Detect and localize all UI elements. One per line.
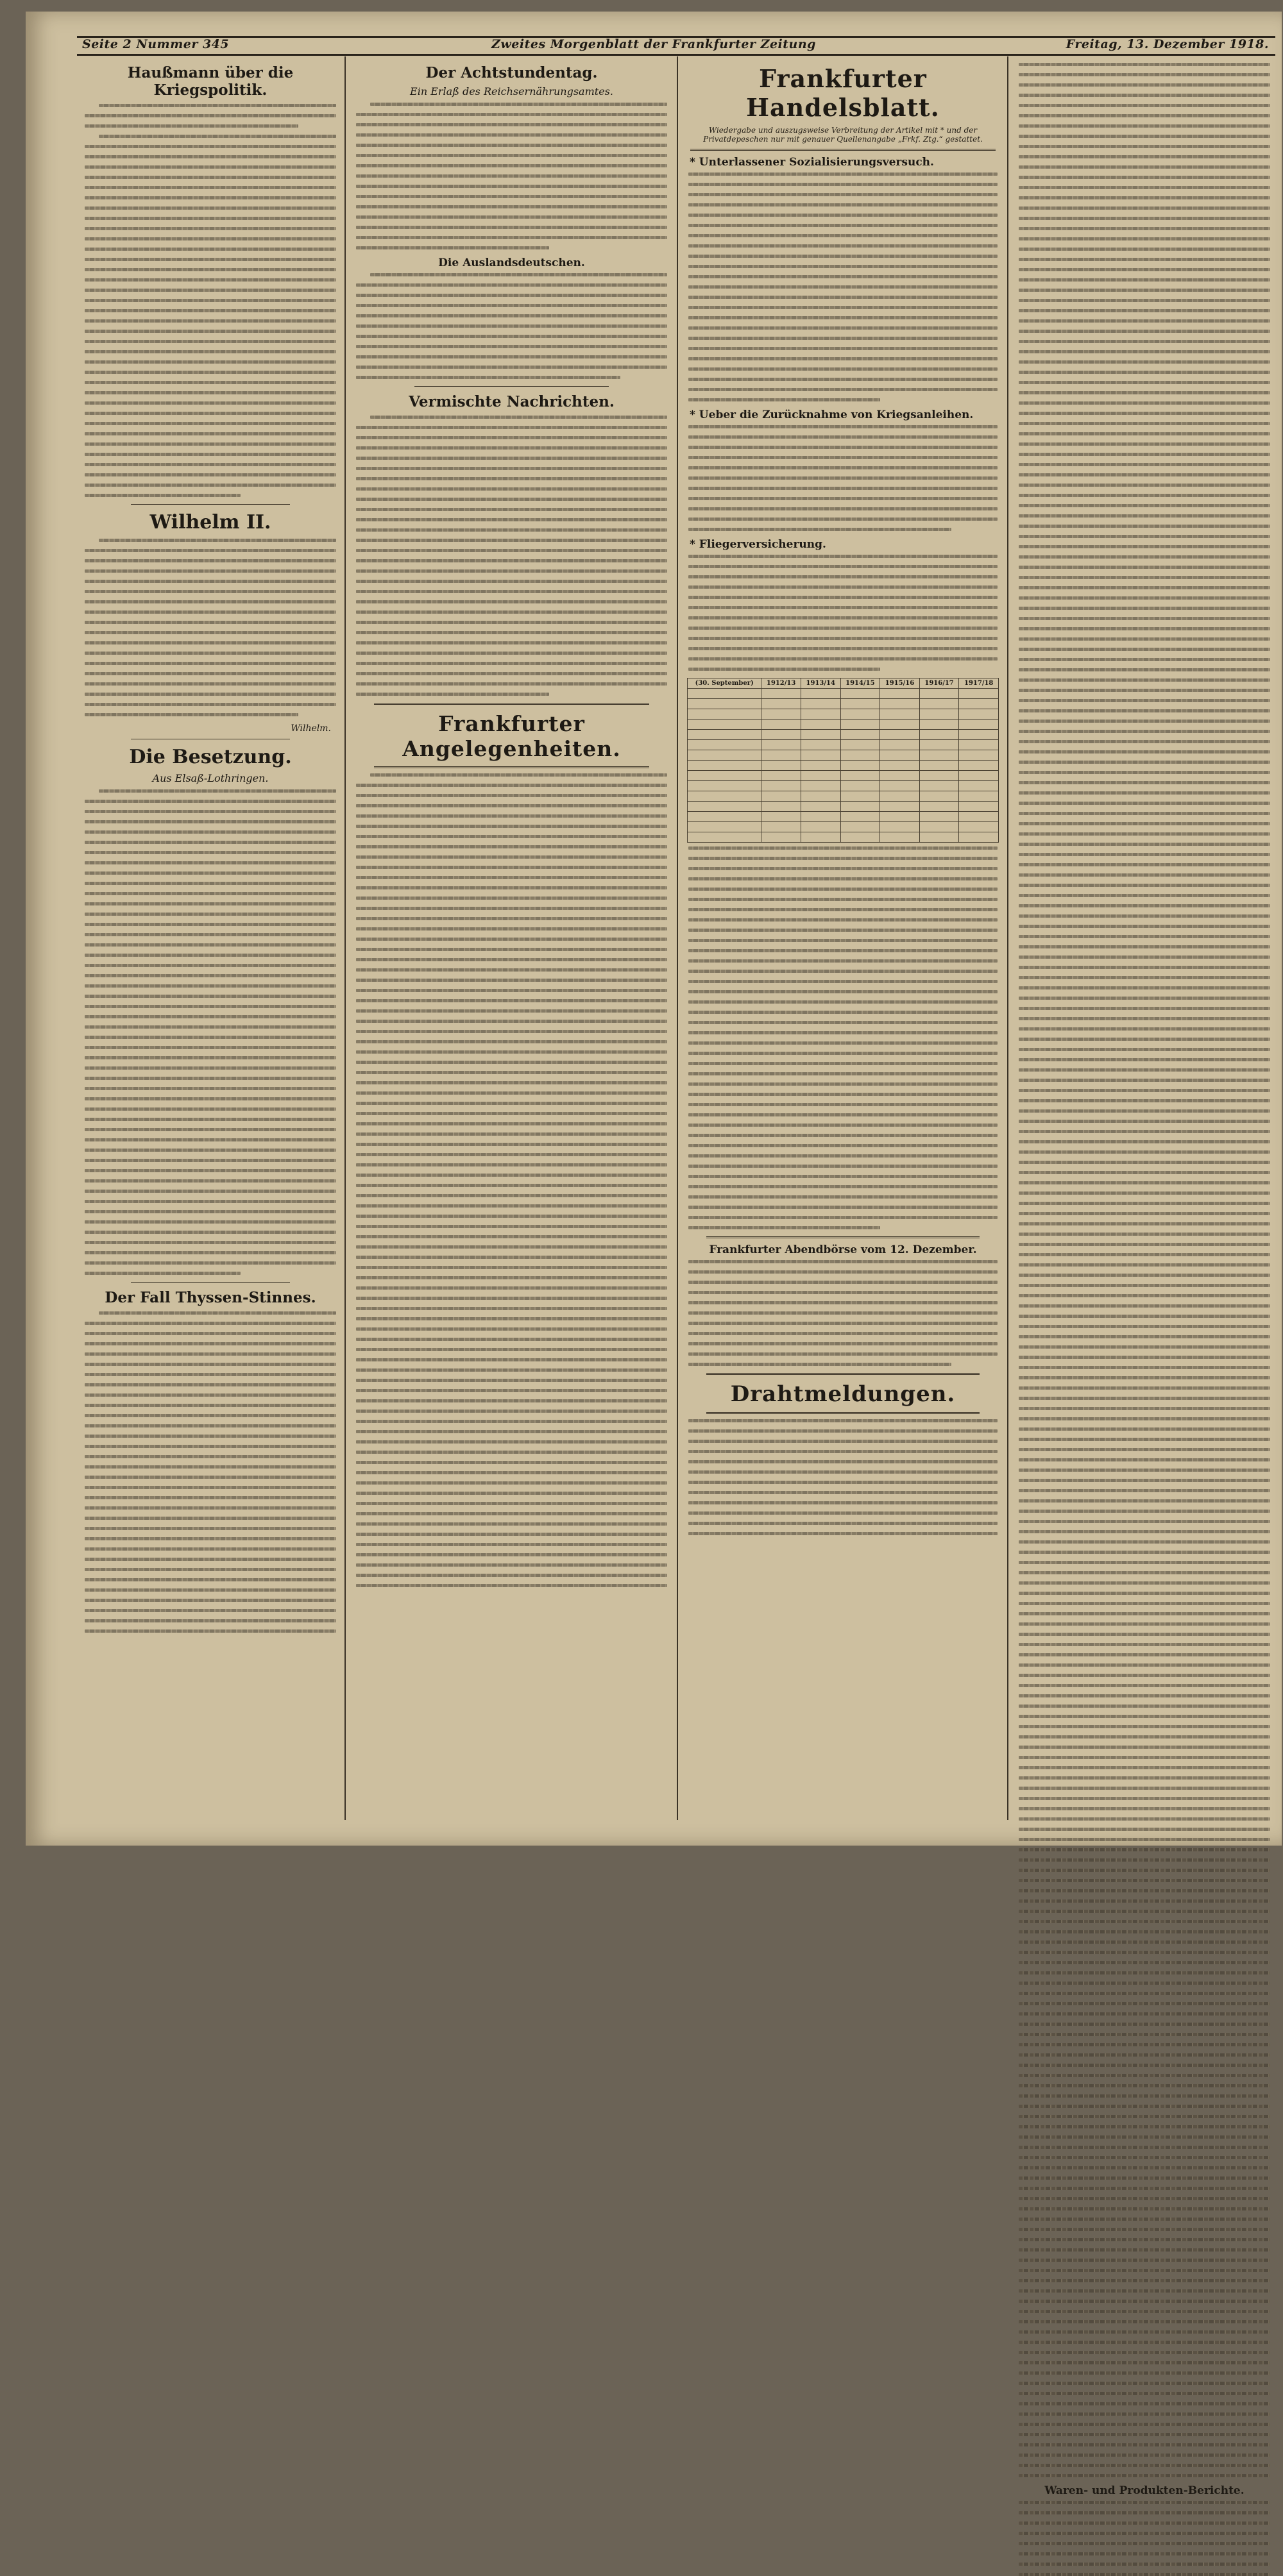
column-4 [1012, 58, 1277, 2497]
table-header: 1913/14 [801, 678, 840, 689]
table-row [688, 832, 999, 843]
issue-date: Freitag, 13. Dezember 1918. [1066, 37, 1269, 51]
table-row [688, 750, 999, 761]
headline-frankfurter-angelegenheiten: Frankfurter Angelegenheiten. [402, 711, 621, 761]
table-header: 1917/18 [959, 678, 999, 689]
column-1 [78, 58, 343, 1820]
article-body-auslandsdeutschen [356, 273, 667, 379]
table-row [688, 771, 999, 781]
headline-abendboerse: Frankfurter Abendbörse vom 12. Dezember. [709, 1243, 977, 1256]
article-body-achtstundentag [356, 103, 667, 249]
table-row [688, 689, 999, 699]
column-divider [677, 56, 678, 1820]
table-header: (30. September) [688, 678, 761, 689]
article-body-frankfurt [356, 773, 667, 1587]
article-body-waren [1019, 2501, 1270, 2576]
table-row [688, 740, 999, 750]
signature-wilhelm: Wilhelm. [291, 723, 331, 734]
item-fliegerversicherung: * Fliegerversicherung. [690, 538, 826, 551]
headline-besetzung: Die Besetzung. [129, 746, 292, 768]
article-body-kriegsanleihen [688, 425, 998, 531]
item-kriegsanleihen: * Ueber die Zurücknahme von Kriegsanleihen. [690, 408, 974, 421]
subhead-elsass: Aus Elsaß-Lothringen. [152, 772, 269, 784]
article-body-vermischte [356, 416, 667, 696]
table-row [688, 699, 999, 709]
article-body-draht [688, 1419, 998, 1535]
table-row [688, 812, 999, 822]
table-header: 1915/16 [880, 678, 920, 689]
header-rule-bottom [77, 54, 1275, 56]
table-header: 1912/13 [761, 678, 801, 689]
table-row [688, 781, 999, 791]
article-body-col4 [1019, 63, 1270, 2477]
headline-wilhelm: Wilhelm II. [149, 511, 271, 534]
column-divider [344, 56, 346, 1820]
article-body-bank [688, 846, 998, 1229]
headline-auslandsdeutschen: Die Auslandsdeutschen. [438, 257, 585, 269]
balance-table [687, 678, 999, 843]
headline-haussmann: Haußmann über die Kriegspolitik. [127, 64, 294, 99]
headline-warenberichte: Waren- und Produkten-Berichte. [1044, 2484, 1245, 2497]
table-row [688, 802, 999, 812]
table-row [688, 709, 999, 720]
newspaper-page [26, 12, 1282, 2497]
headline-drahtmeldungen: Drahtmeldungen. [730, 1381, 956, 1407]
article-body-wilhelm [85, 539, 336, 716]
masthead-handelsblatt: Frankfurter Handelsblatt. [746, 64, 940, 122]
article-body-boerse [688, 1260, 998, 1366]
column-2 [350, 58, 674, 1820]
article-body-haussmann [85, 104, 336, 497]
article-body-thyssen [85, 1311, 336, 1633]
article-body-flieger [688, 555, 998, 671]
table-row [688, 730, 999, 740]
table-header: 1914/15 [840, 678, 880, 689]
table-row [688, 822, 999, 832]
article-body-sozialisierung [688, 173, 998, 401]
column-divider [1007, 56, 1008, 1820]
headline-thyssen-stinnes: Der Fall Thyssen-Stinnes. [105, 1289, 316, 1306]
article-body-besetzung [85, 789, 336, 1275]
table-row [688, 761, 999, 771]
table-header: 1916/17 [919, 678, 959, 689]
table-row [688, 720, 999, 730]
item-sozialisierung: * Unterlassener Sozialisierungsversuch. [690, 156, 934, 169]
subhead-erlass: Ein Erlaß des Reichsernährungsamtes. [410, 85, 613, 97]
headline-vermischte: Vermischte Nachrichten. [409, 393, 615, 410]
table-row [688, 791, 999, 802]
reproduction-notice: Wiedergabe und auszugsweise Verbreitung der Artikel mit * und der Privatdepeschen nur mit genauer Quellenangabe „Frkf. Ztg.“ gestattet. [703, 126, 983, 144]
column-3 [682, 58, 1004, 1820]
headline-achtstundentag: Der Achtstundentag. [425, 64, 598, 81]
newspaper-edition-title: Zweites Morgenblatt der Frankfurter Zeitung [491, 37, 816, 51]
page-number-label: Seite 2 Nummer 345 [82, 37, 230, 51]
